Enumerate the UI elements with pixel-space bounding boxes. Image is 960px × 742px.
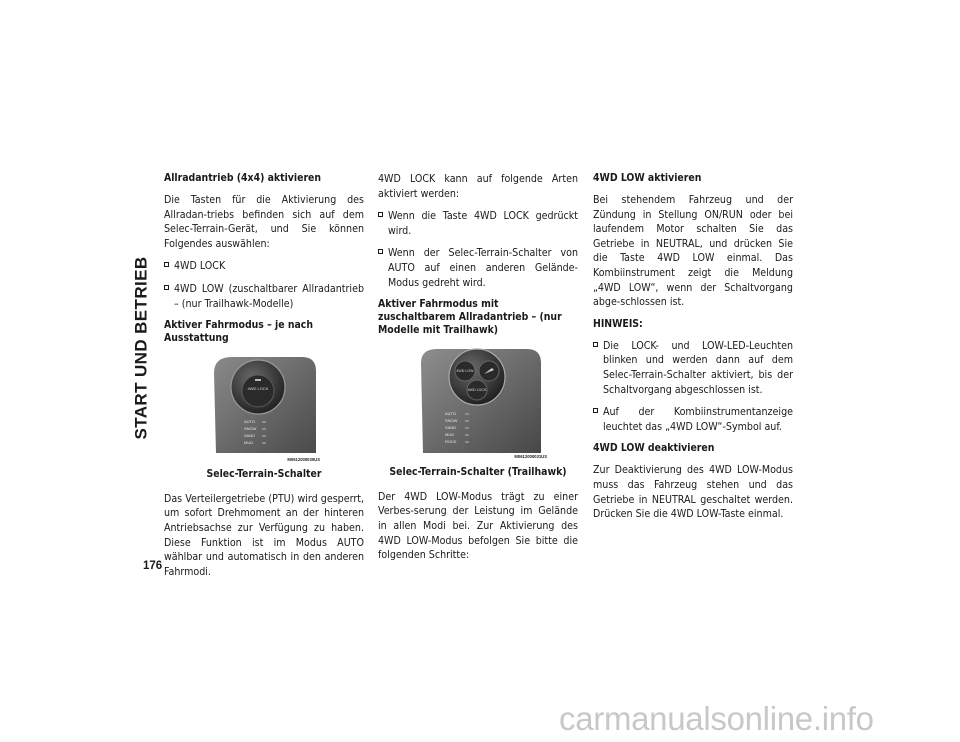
trailhawk-switch-image <box>407 345 549 461</box>
watermark: carmanualsonline.info <box>559 700 874 737</box>
heading-trailhawk-mode: Aktiver Fahrmodus mit zuschaltbarem Allradantrieb – (nur Modelle mit Trailhawk) <box>378 298 562 337</box>
column-2 <box>378 172 578 571</box>
led-indicator-icon <box>255 379 261 381</box>
side-section-title <box>129 158 155 538</box>
selec-terrain-switch-image <box>206 353 322 463</box>
square-bullet-icon <box>378 249 383 254</box>
paragraph-4wd-low-steps: Bei stehendem Fahrzeug und der Zündung in Stellung ON/RUN oder bei laufendem Motor schalten Sie das Getriebe in NEUTRAL, und drücken Sie die Taste 4WD LOW einmal. Das Kombiinstrument zeigt die Meldung „4WD LOW“, wenn der Schaltvorgang abge-schlossen ist. <box>593 194 793 309</box>
heading-4wd-low-deactivate: 4WD LOW deaktivieren <box>593 442 715 455</box>
svg-text:MUD: MUD <box>445 432 455 438</box>
list-item: Wenn der Selec-Terrain-Schalter von AUTO auf einen anderen Gelände-Modus gedreht wird. <box>378 246 578 290</box>
options-list <box>164 259 364 311</box>
svg-text:M0612000030US: M0612000030US <box>287 457 320 463</box>
svg-text:ROCK: ROCK <box>445 439 457 445</box>
figure-caption: Selec-Terrain-Schalter (Trailhawk) <box>389 466 567 479</box>
paragraph-4wd-low-intro: Der 4WD LOW-Modus trägt zu einer Verbes-serung der Leistung im Gelände in allen Modi bei. Zur Aktivierung des 4WD LOW-Modus befolgen Sie bitte die folgenden Schritte: <box>378 490 578 562</box>
list-item: 4WD LOW (zuschaltbarer Allradantrieb – (nur Trailhawk-Modelle) <box>164 282 364 311</box>
svg-text:M0612000031US: M0612000031US <box>514 454 547 460</box>
list-item: 4WD LOCK <box>164 259 364 274</box>
figure-caption: Selec-Terrain-Schalter <box>206 468 322 481</box>
svg-text:SAND: SAND <box>445 425 457 431</box>
list-item: Auf der Kombiinstrumentanzeige leuchtet das „4WD LOW“-Symbol auf. <box>593 405 793 434</box>
svg-text:SAND: SAND <box>244 433 256 439</box>
svg-text:AUTO: AUTO <box>445 411 457 417</box>
svg-text:4WD LOCK: 4WD LOCK <box>247 386 269 392</box>
square-bullet-icon <box>164 285 169 290</box>
paragraph-lock-activation: 4WD LOCK kann auf folgende Arten aktiviert werden: <box>378 173 578 200</box>
square-bullet-icon <box>164 262 169 267</box>
side-section-title-text: START UND BETRIEB <box>131 256 151 440</box>
square-bullet-icon <box>593 408 598 413</box>
list-item: Wenn die Taste 4WD LOCK gedrückt wird. <box>378 209 578 238</box>
paragraph-ptu-lock: Das Verteilergetriebe (PTU) wird gesperrt, um sofort Drehmoment an der hinteren Antriebsachse zur Verfügung zu haben. Diese Funktion ist im Modus AUTO wählbar und automatisch in den anderen Fahrmodi. <box>164 492 364 578</box>
svg-text:SNOW: SNOW <box>244 426 257 432</box>
selec-terrain-switch-figure <box>164 353 364 463</box>
svg-text:4WD LOCK: 4WD LOCK <box>467 388 487 393</box>
column-1 <box>164 172 364 587</box>
square-bullet-icon <box>593 342 598 347</box>
trailhawk-switch-figure <box>378 345 578 461</box>
paragraph-buttons-intro: Die Tasten für die Aktivierung des Allradan-triebs befinden sich auf dem Selec-Terrain-Gerät, und Sie können Folgendes auswählen: <box>164 194 364 250</box>
note-list <box>593 339 793 435</box>
activation-list <box>378 209 578 290</box>
square-bullet-icon <box>378 212 383 217</box>
list-item: Die LOCK- und LOW-LED-Leuchten blinken und werden dann auf dem Selec-Terrain-Schalter aktiviert, bis der Schaltvorgang abgeschlossen ist. <box>593 339 793 397</box>
svg-text:AUTO: AUTO <box>244 419 256 425</box>
heading-4x4-activate: Allradantrieb (4x4) aktivieren <box>164 172 322 184</box>
note-heading: HINWEIS: <box>593 317 643 330</box>
heading-active-drive-mode: Aktiver Fahrmodus – je nach Ausstattung <box>164 319 313 345</box>
page-number: 176 <box>143 560 163 572</box>
paragraph-4wd-low-deactivate: Zur Deaktivierung des 4WD LOW-Modus muss das Fahrzeug stehen und das Getriebe in NEUTRAL geschaltet werden. Drücken Sie die 4WD LOW-Taste einmal. <box>593 464 793 521</box>
heading-4wd-low-activate: 4WD LOW aktivieren <box>593 172 702 184</box>
svg-text:SNOW: SNOW <box>445 418 458 424</box>
svg-text:MUD: MUD <box>244 440 254 446</box>
column-3 <box>593 172 793 530</box>
svg-text:4WD LOW: 4WD LOW <box>456 369 474 374</box>
